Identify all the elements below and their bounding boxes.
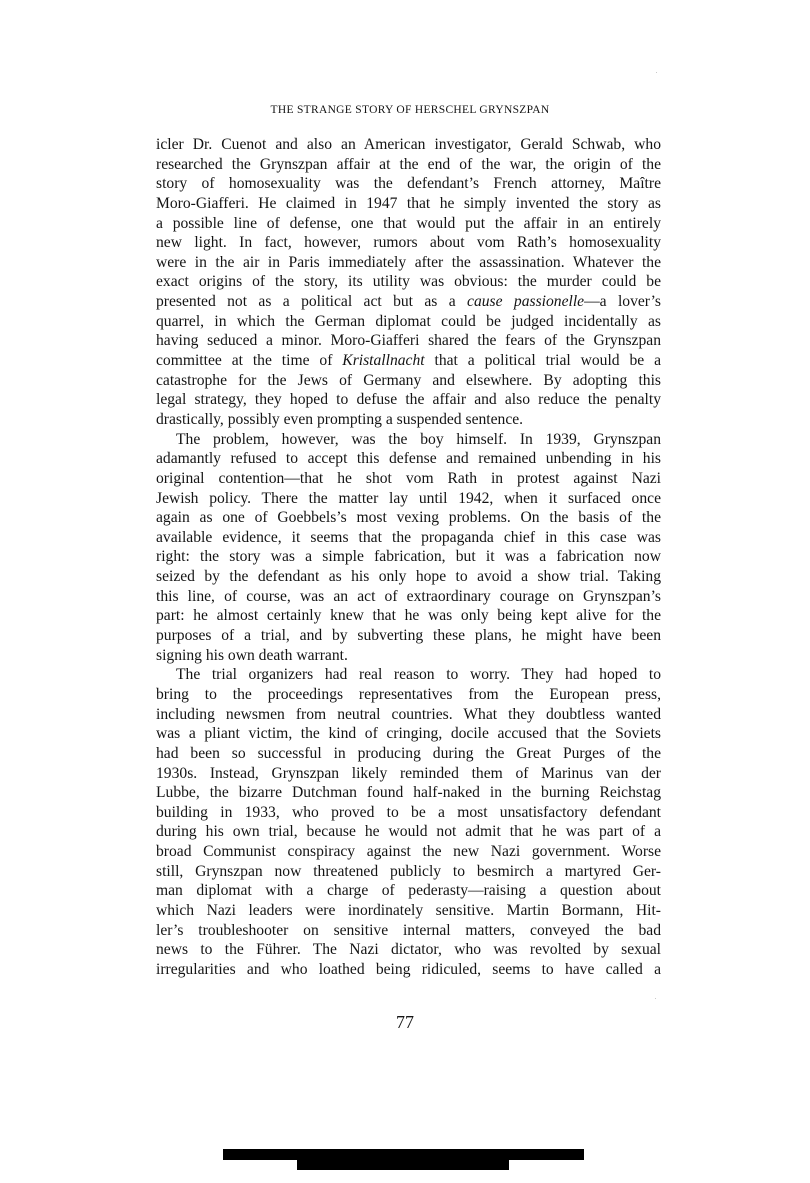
scan-edge-bar	[297, 1160, 509, 1170]
text-line: Jewish policy. There the matter lay until 1942, when it surfaced once	[156, 489, 661, 507]
text-line: this line, of course, was an act of extraordinary courage on Grynszpan’s	[156, 587, 661, 605]
scan-speck	[656, 72, 657, 73]
text-line: part: he almost certainly knew that he was only being kept alive for the	[156, 607, 661, 625]
text-line: was a pliant victim, the kind of cringing, docile accused that the Soviets	[156, 725, 661, 743]
text-line: man diplomat with a charge of pederasty—raising a question about	[156, 882, 661, 900]
text-line: which Nazi leaders were inordinately sensitive. Martin Bormann, Hit-	[156, 901, 661, 919]
text-line: new light. In fact, however, rumors about vom Rath’s homosexuality	[156, 234, 661, 252]
text-line: irregularities and who loathed being ridiculed, seems to have called a	[156, 960, 661, 978]
text-line: exact origins of the story, its utility was obvious: the murder could be	[156, 273, 661, 291]
paragraph-last-line: drastically, possibly even prompting a suspended sentence.	[156, 410, 524, 428]
text-line: researched the Grynszpan affair at the end of the war, the origin of the	[156, 155, 661, 173]
text-line: right: the story was a simple fabrication, but it was a fabrication now	[156, 548, 661, 566]
text-line: presented not as a political act but as a cause passionelle—a lover’s	[156, 293, 661, 311]
text-line: having seduced a minor. Moro-Giafferi shared the fears of the Grynszpan	[156, 332, 661, 350]
text-line: broad Communist conspiracy against the new Nazi government. Worse	[156, 843, 661, 861]
paragraph-first-line: The trial organizers had real reason to worry. They had hoped to	[176, 666, 661, 684]
text-line: quarrel, in which the German diplomat could be judged incidentally as	[156, 312, 661, 330]
page-number: 77	[396, 1012, 414, 1032]
text-line: original contention—that he shot vom Rath in protest against Nazi	[156, 469, 661, 487]
text-line: had been so successful in producing during the Great Purges of the	[156, 744, 661, 762]
text-line: including newsmen from neutral countries. What they doubtless wanted	[156, 705, 661, 723]
text-line: 1930s. Instead, Grynszpan likely reminded them of Marinus van der	[156, 764, 661, 782]
text-line: Lubbe, the bizarre Dutchman found half-naked in the burning Reichstag	[156, 784, 661, 802]
italic-phrase: cause passionelle	[467, 293, 585, 311]
body-text	[156, 135, 661, 980]
text-line: were in the air in Paris immediately after the assassination. Whatever the	[156, 253, 661, 271]
text-line: news to the Führer. The Nazi dictator, who was revolted by sexual	[156, 941, 661, 959]
text-line: seized by the defendant as his only hope to avoid a show trial. Taking	[156, 568, 661, 586]
text-line: adamantly refused to accept this defense and remained unbending in his	[156, 450, 661, 468]
text-line: ler’s troubleshooter on sensitive internal matters, conveyed the bad	[156, 921, 661, 939]
paragraph-first-line: The problem, however, was the boy himself. In 1939, Grynszpan	[176, 430, 661, 448]
running-head: THE STRANGE STORY OF HERSCHEL GRYNSZPAN	[270, 104, 550, 116]
text-line: still, Grynszpan now threatened publicly to besmirch a martyred Ger-	[156, 862, 661, 880]
text-line: available evidence, it seems that the propaganda chief in this case was	[156, 528, 661, 546]
paragraph-last-line: signing his own death warrant.	[156, 646, 348, 664]
text-line: again as one of Goebbels’s most vexing problems. On the basis of the	[156, 509, 661, 527]
text-line: catastrophe for the Jews of Germany and elsewhere. By adopting this	[156, 371, 661, 389]
italic-phrase: Kristallnacht	[342, 352, 425, 370]
text-line: bring to the proceedings representatives from the European press,	[156, 685, 661, 703]
text-line: story of homosexuality was the defendant’s French attorney, Maître	[156, 175, 661, 193]
scan-edge-bar	[223, 1149, 584, 1160]
scan-speck	[655, 998, 656, 999]
text-line: legal strategy, they hoped to defuse the affair and also reduce the penalty	[156, 391, 661, 409]
text-line: a possible line of defense, one that would put the affair in an entirely	[156, 214, 661, 232]
text-line: purposes of a trial, and by subverting these plans, he might have been	[156, 627, 661, 645]
text-line: during his own trial, because he would not admit that he was part of a	[156, 823, 661, 841]
text-line: committee at the time of Kristallnacht that a political trial would be a	[156, 352, 661, 370]
text-line: Moro-Giafferi. He claimed in 1947 that he simply invented the story as	[156, 194, 661, 212]
text-line: icler Dr. Cuenot and also an American investigator, Gerald Schwab, who	[156, 136, 661, 153]
text-line: building in 1933, who proved to be a most unsatisfactory defendant	[156, 803, 661, 821]
